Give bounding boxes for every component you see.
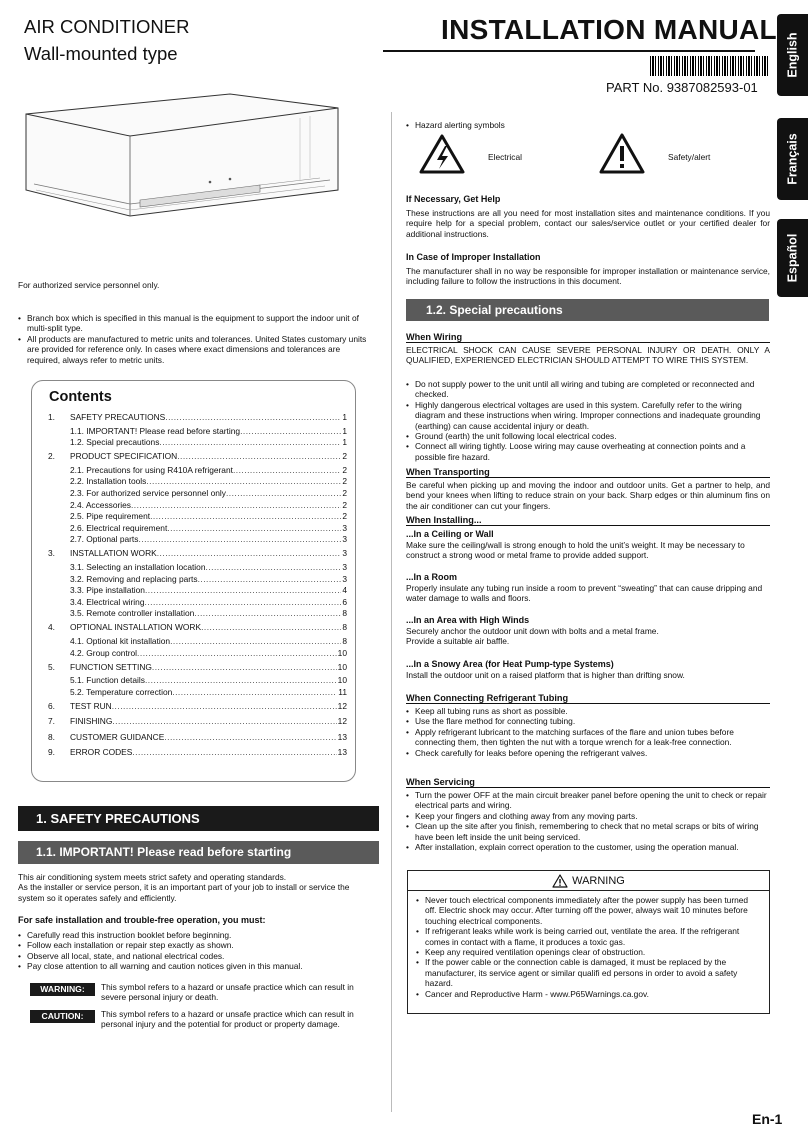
- contents-page-number: 1: [342, 437, 347, 448]
- contents-number: 7.: [48, 716, 55, 727]
- leader-dots: [152, 662, 337, 672]
- list-item: • After installation, explain correct operation to the customer, using the operation manual.: [406, 842, 770, 852]
- leader-dots: [206, 562, 342, 572]
- contents-entry-title: CUSTOMER GUIDANCE: [70, 731, 165, 742]
- list-item: • Pay close attention to all warning and caution notices given in this manual.: [18, 961, 378, 971]
- list-item: • Keep any required ventilation openings clear of obstruction.: [416, 947, 761, 957]
- contents-page-number: 3: [342, 573, 347, 584]
- contents-entry-title: 1.1. IMPORTANT! Please read before starting: [70, 425, 241, 436]
- contents-row[interactable]: [48, 747, 347, 757]
- paragraph: This air conditioning system meets strict safety and operating standards.: [18, 872, 287, 882]
- caution-description: This symbol refers to a hazard or unsafe practice which can result in personal injury and the potential for product or property damage.: [101, 1009, 354, 1030]
- contents-entry-title: 2.3. For authorized service personnel only: [70, 488, 226, 498]
- contents-page-number: 13: [337, 747, 347, 757]
- list-item: • Apply refrigerant lubricant to the matching surfaces of the flare and union tubes before connecting them, then tighten the nut with a torque wrench for a leak-free connection.: [406, 727, 770, 748]
- contents-row[interactable]: [48, 412, 347, 422]
- wiring-list: [406, 379, 770, 462]
- contents-entry-title: PRODUCT SPECIFICATION: [70, 451, 178, 462]
- tubing-title: When Connecting Refrigerant Tubing: [406, 693, 770, 704]
- leader-dots: [159, 437, 341, 447]
- contents-entry-title: 4.2. Group control: [70, 647, 138, 658]
- contents-page-number: 1: [342, 412, 347, 422]
- leader-dots: [145, 675, 337, 685]
- part-number: PART No. 9387082593-01: [606, 80, 758, 95]
- leader-dots: [194, 608, 341, 618]
- snow-title: ...In a Snowy Area (for Heat Pump-type Systems): [406, 659, 614, 669]
- leader-dots: [198, 574, 342, 584]
- air-conditioner-illustration: [20, 88, 350, 228]
- list-item: • Follow each installation or repair step exactly as shown.: [18, 940, 378, 950]
- must-title: For safe installation and trouble-free operation, you must:: [18, 915, 266, 925]
- electrical-hazard-icon: [418, 133, 466, 175]
- leader-dots: [164, 732, 336, 742]
- column-divider: [391, 112, 392, 1112]
- warning-tag: WARNING:: [30, 983, 95, 996]
- warning-description: This symbol refers to a hazard or unsafe practice which can result in severe personal injury or death.: [101, 982, 354, 1003]
- contents-number: 1.: [48, 412, 55, 422]
- room-title: ...In a Room: [406, 572, 458, 582]
- list-item: • All products are manufactured to metric units and tolerances. United States customary units are provided for reference only. In cases where exact dimensions and tolerances are required, always refer to metric units.: [18, 334, 370, 365]
- room-text: Properly insulate any tubing run inside a room to prevent “sweating” that can cause dripping and water damage to walls and floors.: [406, 583, 763, 604]
- leader-dots: [240, 426, 341, 436]
- contents-entry-title: 2.2. Installation tools: [70, 476, 147, 487]
- list-item: • Clean up the site after you finish, remembering to check that no metal scraps or bits of wiring have been left inside the unit being serviced.: [406, 821, 770, 842]
- contents-page-number: 10: [337, 661, 347, 672]
- contents-row[interactable]: [48, 451, 347, 461]
- list-item: • Check carefully for leaks before opening the refrigerant valves.: [406, 748, 770, 758]
- paragraph: Provide a suitable air baffle.: [406, 636, 510, 647]
- contents-row[interactable]: [70, 465, 347, 475]
- help-title: If Necessary, Get Help: [406, 194, 501, 204]
- section-heading: 1. SAFETY PRECAUTIONS: [18, 806, 379, 831]
- list-item: • Connect all wiring tightly. Loose wiring may cause overheating at connection points and a possible fire hazard.: [406, 441, 770, 462]
- contents-row[interactable]: [70, 534, 347, 544]
- contents-entry-title: FUNCTION SETTING: [70, 661, 152, 672]
- leader-dots: [157, 548, 342, 558]
- contents-row[interactable]: [70, 585, 347, 595]
- contents-row[interactable]: [70, 426, 347, 436]
- contents-row[interactable]: [48, 716, 347, 726]
- wind-text: [406, 626, 770, 647]
- contents-row[interactable]: [48, 548, 347, 558]
- leader-dots: [112, 701, 337, 711]
- electrical-label: Electrical: [488, 152, 522, 162]
- list-item: • Cancer and Reproductive Harm - www.P65Warnings.ca.gov.: [416, 989, 761, 999]
- list-item: • Keep your fingers and clothing away from any moving parts.: [406, 811, 770, 821]
- warning-box-header: [408, 871, 769, 891]
- wiring-title: When Wiring: [406, 332, 770, 343]
- special-precautions-heading: 1.2. Special precautions: [406, 299, 769, 321]
- contents-number: 4.: [48, 622, 55, 633]
- contents-page-number: 3: [342, 562, 347, 572]
- leader-dots: [146, 476, 341, 486]
- list-item: • Do not supply power to the unit until all wiring and tubing are completed or reconnected and checked.: [406, 379, 770, 400]
- contents-entry-title: SAFETY PRECAUTIONS: [70, 412, 166, 422]
- tab-francais[interactable]: [777, 118, 808, 200]
- contents-number: 2.: [48, 451, 55, 462]
- contents-number: 8.: [48, 731, 55, 742]
- contents-row[interactable]: [70, 562, 347, 572]
- servicing-list: [406, 790, 770, 852]
- contents-row[interactable]: [70, 476, 347, 486]
- list-item: • Turn the power OFF at the main circuit breaker panel before opening the unit to check or repair electrical parts and wiring.: [406, 790, 770, 811]
- warning-box-title: WARNING: [572, 874, 625, 887]
- leader-dots: [177, 451, 341, 461]
- warning-list: [416, 895, 761, 999]
- contents-entry-title: INSTALLATION WORK: [70, 548, 157, 559]
- contents-row[interactable]: [48, 622, 347, 632]
- contents-row[interactable]: [70, 648, 347, 658]
- leader-dots: [150, 511, 341, 521]
- wiring-warning: ELECTRICAL SHOCK CAN CAUSE SEVERE PERSONAL INJURY OR DEATH. ONLY A QUALIFIED, EXPERIENCED ELECTRICIAN SHOULD ATTEMPT TO WIRE THIS SYSTEM.: [406, 345, 770, 366]
- product-name: AIR CONDITIONER: [24, 16, 190, 37]
- contents-page-number: 6: [342, 596, 347, 607]
- contents-entry-title: 4.1. Optional kit installation: [70, 636, 171, 646]
- contents-entry-title: 2.6. Electrical requirement: [70, 522, 168, 533]
- contents-row[interactable]: [70, 608, 347, 618]
- leader-dots: [145, 585, 341, 595]
- must-list: [18, 930, 378, 972]
- contents-entry-title: 5.2. Temperature correction: [70, 686, 173, 697]
- help-text: These instructions are all you need for most installation sites and maintenance conditions. If you require help for a special problem, contact our sales/service outlet or your certified dealer for additional instructions.: [406, 208, 770, 239]
- caution-tag: CAUTION:: [30, 1010, 95, 1023]
- leader-dots: [226, 488, 341, 498]
- servicing-title: When Servicing: [406, 777, 770, 788]
- contents-entry-title: 1.2. Special precautions: [70, 437, 160, 448]
- list-item: • Ground (earth) the unit following local electrical codes.: [406, 431, 770, 441]
- list-item: • If refrigerant leaks while work is being carried out, ventilate the area. If the refrigerant comes in contact with a flame, it produces a toxic gas.: [416, 926, 761, 947]
- contents-page-number: 2: [342, 476, 347, 487]
- contents-entry-title: 2.4. Accessories: [70, 499, 131, 510]
- list-item: • Highly dangerous electrical voltages are used in this system. Carefully refer to the wiring diagram and these instructions when wiring. Improper connections and inadequate grounding (earthing) can cause accidental injury or death.: [406, 400, 770, 431]
- contents-number: 5.: [48, 661, 55, 672]
- contents-number: 3.: [48, 548, 55, 559]
- contents-page-number: 8: [342, 636, 347, 646]
- contents-row[interactable]: [70, 597, 347, 607]
- contents-number: 6.: [48, 700, 55, 711]
- paragraph: As the installer or service person, it is an important part of your job to install or service the system so it operates safely and efficiently.: [18, 882, 350, 903]
- tab-english-label: English: [785, 32, 800, 78]
- contents-entry-title: 3.1. Selecting an installation location: [70, 562, 206, 572]
- contents-entry-title: 5.1. Function details: [70, 675, 145, 686]
- contents-page-number: 2: [342, 499, 347, 510]
- contents-row[interactable]: [48, 732, 347, 742]
- leader-dots: [131, 500, 341, 510]
- contents-row[interactable]: [70, 523, 347, 533]
- leader-dots: [144, 597, 341, 607]
- contents-entry-title: 3.2. Removing and replacing parts: [70, 573, 198, 584]
- contents-entry-title: OPTIONAL INSTALLATION WORK: [70, 622, 202, 633]
- contents-page-number: 4: [342, 585, 347, 596]
- contents-page-number: 12: [337, 716, 347, 727]
- improper-title: In Case of Improper Installation: [406, 252, 541, 262]
- header-rule: [383, 50, 755, 52]
- contents-row[interactable]: [48, 701, 347, 711]
- improper-text: The manufacturer shall in no way be responsible for improper installation or maintenance service, including failure to follow the instructions in this document.: [406, 266, 770, 287]
- page-number: En-1: [752, 1111, 783, 1127]
- tubing-list: [406, 706, 770, 758]
- wind-title: ...In an Area with High Winds: [406, 615, 530, 625]
- contents-row[interactable]: [70, 500, 347, 510]
- contents-row[interactable]: [70, 675, 347, 685]
- warning-box: [407, 870, 770, 1014]
- contents-entry-title: 2.1. Precautions for using R410A refrigerant: [70, 464, 233, 475]
- contents-page-number: 8: [342, 622, 347, 633]
- contents-entry-title: 3.4. Electrical wiring: [70, 596, 145, 607]
- transport-text: Be careful when picking up and moving the indoor and outdoor units. Get a partner to help, and bend your knees when lifting to reduce strain on your back. Sharp edges or thin aluminum fins on the air conditioner can cut your fingers.: [406, 480, 770, 511]
- manual-title: INSTALLATION MANUAL: [441, 14, 777, 45]
- tab-francais-label: Français: [785, 133, 800, 185]
- contents-page-number: 2: [342, 511, 347, 522]
- authorized-note: For authorized service personnel only.: [18, 280, 160, 290]
- contents-page-number: 3: [342, 522, 347, 533]
- leader-dots: [112, 716, 336, 726]
- leader-dots: [233, 465, 341, 475]
- leader-dots: [132, 747, 336, 757]
- list-item: • Never touch electrical components immediately after the power supply has been turned off. Electric shock may occur. After turning off the power, always wait 10 minutes before touching electrical components.: [416, 895, 761, 926]
- transport-title: When Transporting: [406, 467, 770, 478]
- warning-icon: [552, 874, 568, 888]
- contents-page-number: 12: [337, 700, 347, 711]
- ceiling-title: ...In a Ceiling or Wall: [406, 529, 494, 539]
- leader-dots: [137, 648, 337, 658]
- contents-entry-title: 2.5. Pipe requirement: [70, 511, 151, 522]
- contents-entry-title: 3.5. Remote controller installation: [70, 608, 195, 619]
- leader-dots: [170, 636, 341, 646]
- contents-row[interactable]: [70, 437, 347, 447]
- list-item: • Observe all local, state, and national electrical codes.: [18, 951, 378, 961]
- contents-entry-title: 2.7. Optional parts: [70, 534, 139, 545]
- list-item: • Use the flare method for connecting tubing.: [406, 716, 770, 726]
- contents-title: Contents: [49, 389, 112, 405]
- list-item: • Branch box which is specified in this manual is the equipment to support the indoor unit of multi-split type.: [18, 313, 370, 334]
- contents-row[interactable]: [48, 662, 347, 672]
- contents-page-number: 1: [342, 425, 347, 436]
- intro-notes: [18, 313, 370, 365]
- product-type: Wall-mounted type: [24, 43, 178, 64]
- contents-box: [31, 380, 356, 782]
- contents-row[interactable]: [70, 511, 347, 521]
- safety-alert-icon: [598, 132, 646, 176]
- contents-page-number: 3: [342, 548, 347, 559]
- tab-english[interactable]: [777, 14, 808, 96]
- contents-row[interactable]: [70, 636, 347, 646]
- leader-dots: [167, 523, 341, 533]
- barcode: [650, 56, 768, 76]
- contents-page-number: 10: [337, 647, 347, 658]
- contents-row[interactable]: [70, 574, 347, 584]
- contents-page-number: 2: [342, 464, 347, 475]
- contents-row[interactable]: [70, 687, 347, 697]
- leader-dots: [172, 687, 337, 697]
- contents-page-number: 3: [342, 534, 347, 545]
- ceiling-text: Make sure the ceiling/wall is strong enough to hold the unit’s weight. It may be necessary to construct a strong wood or metal frame to provide added support.: [406, 540, 745, 561]
- contents-row[interactable]: [70, 488, 347, 498]
- contents-page-number: 8: [342, 608, 347, 619]
- contents-entry-title: 3.3. Pipe installation: [70, 585, 145, 596]
- leader-dots: [138, 534, 341, 544]
- list-item: • Keep all tubing runs as short as possible.: [406, 706, 770, 716]
- hazard-symbols-label: • Hazard alerting symbols: [406, 120, 505, 130]
- paragraph: Securely anchor the outdoor unit down with bolts and a metal frame.: [406, 626, 659, 636]
- snow-text: Install the outdoor unit on a raised platform that is higher than drifting snow.: [406, 670, 685, 680]
- contents-number: 9.: [48, 747, 55, 757]
- installing-title: When Installing...: [406, 515, 770, 526]
- list-item: • If the power cable or the connection cable is damaged, it must be replaced by the manufacturer, its service agent or similar qualifi ed persons in order to avoid a safety hazard.: [416, 957, 761, 988]
- contents-entry-title: TEST RUN: [70, 700, 112, 711]
- leader-dots: [165, 412, 341, 422]
- safety-alert-label: Safety/alert: [668, 152, 711, 162]
- contents-page-number: 2: [342, 451, 347, 462]
- leader-dots: [201, 622, 341, 632]
- contents-entry-title: ERROR CODES: [70, 747, 133, 757]
- contents-entry-title: FINISHING: [70, 716, 113, 727]
- list-item: • Carefully read this instruction booklet before beginning.: [18, 930, 378, 940]
- contents-page-number: 10: [337, 675, 347, 686]
- contents-page-number: 2: [342, 488, 347, 498]
- tab-espanol[interactable]: [777, 219, 808, 297]
- subsection-heading: 1.1. IMPORTANT! Please read before starting: [18, 841, 379, 864]
- contents-page-number: 13: [337, 731, 347, 742]
- tab-espanol-label: Español: [785, 233, 800, 283]
- safety-intro: [18, 872, 378, 903]
- contents-page-number: 11: [338, 686, 347, 697]
